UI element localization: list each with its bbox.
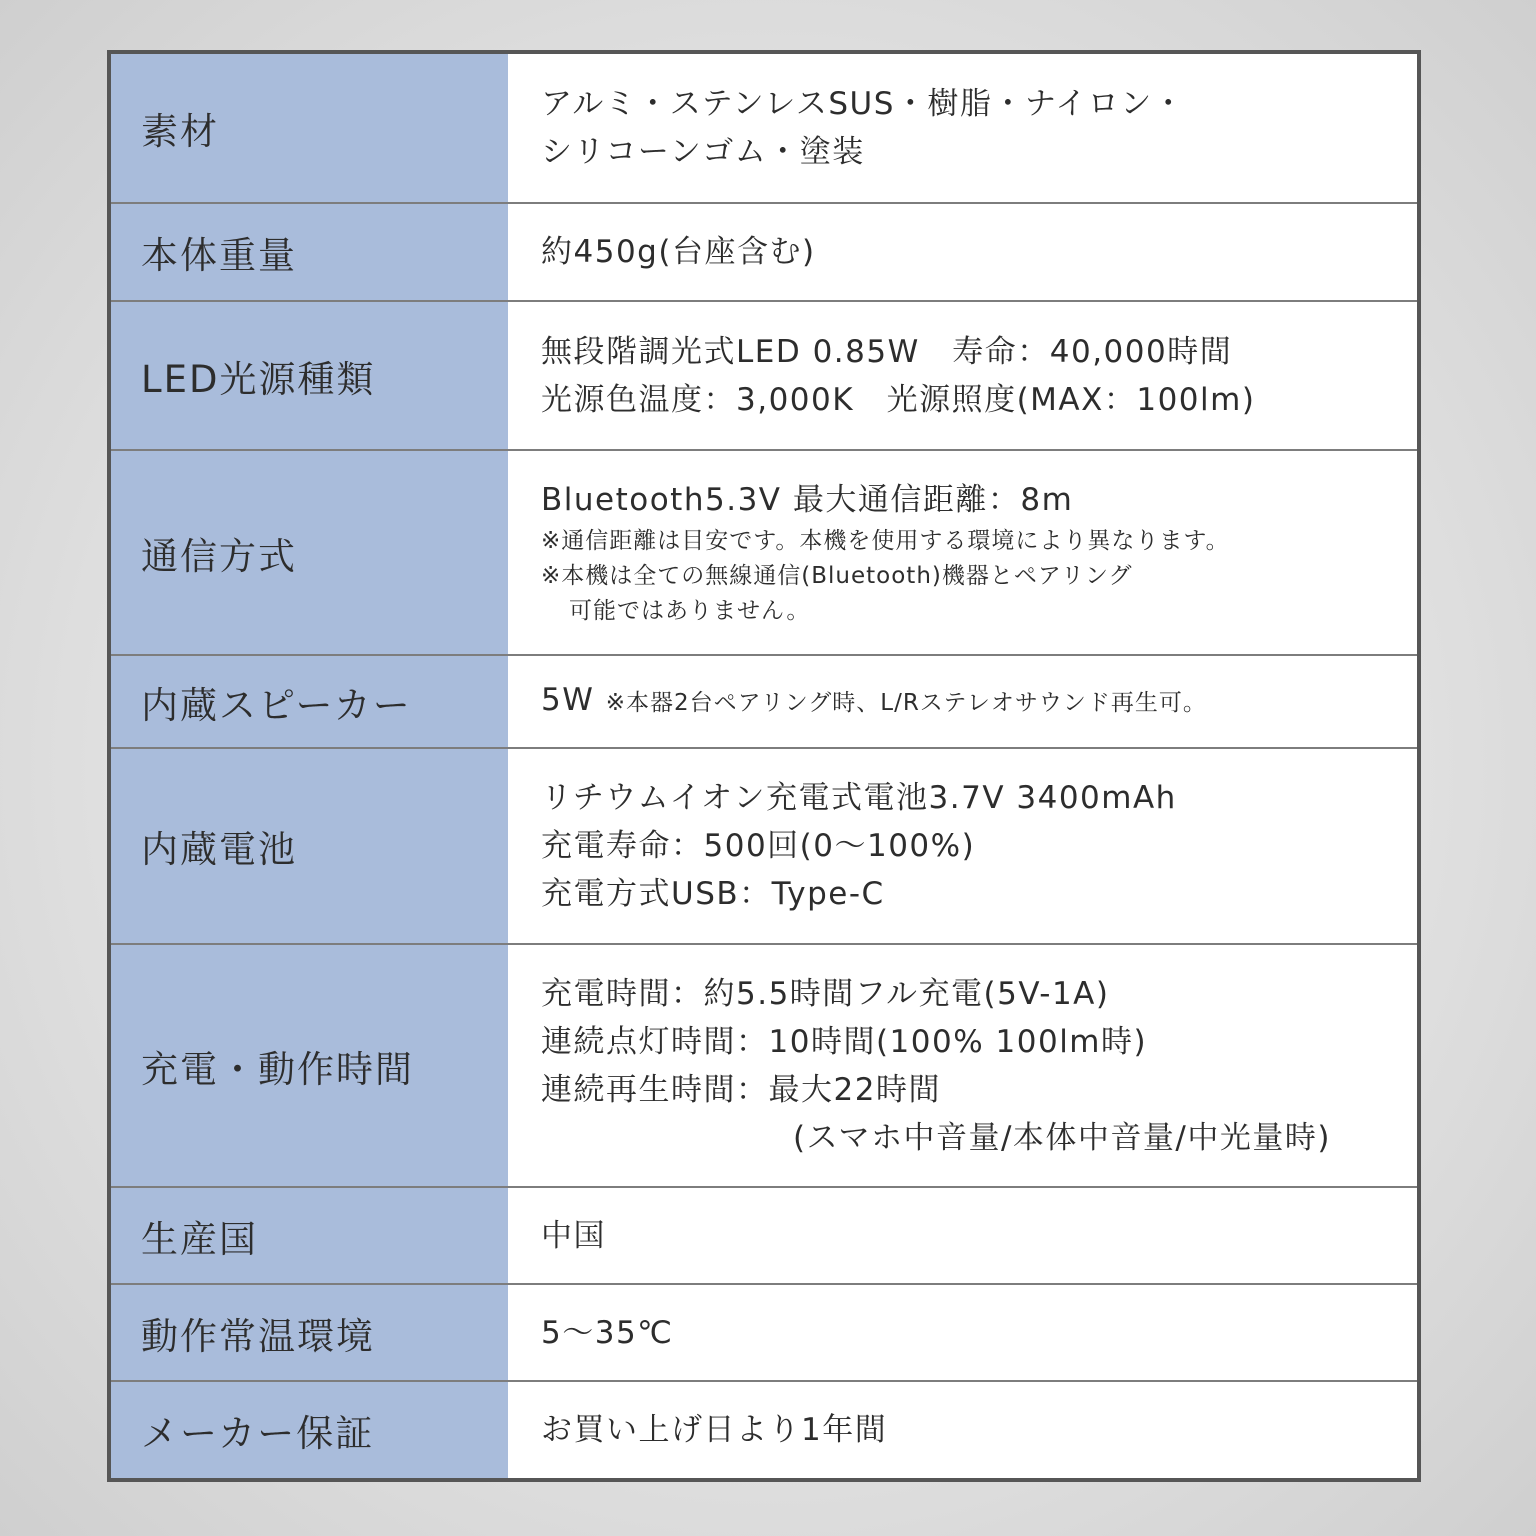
speaker-note: ※本器2台ペアリング時、L/Rステレオサウンド再生可。 xyxy=(605,690,1207,716)
row-value xyxy=(508,1285,1417,1380)
value-line: (スマホ中音量/本体中音量/中光量時) xyxy=(793,1119,1331,1156)
value-line: お買い上げ日より1年間 xyxy=(541,1412,888,1448)
row-label: メーカー保証 xyxy=(111,1382,508,1478)
value-note: ※本機は全ての無線通信(Bluetooth)機器とペアリング xyxy=(541,563,1133,589)
value-line: 無段階調光式LED 0.85W 寿命：40,000時間 xyxy=(541,333,1233,370)
spec-row-weight xyxy=(111,204,1417,302)
value-line: 5～35℃ xyxy=(541,1314,674,1351)
row-label: 内蔵スピーカー xyxy=(111,656,508,747)
spec-row-charge-time xyxy=(111,945,1417,1188)
spec-row-communication xyxy=(111,451,1417,656)
row-label: 内蔵電池 xyxy=(111,749,508,943)
spec-row-country xyxy=(111,1188,1417,1285)
row-label: 本体重量 xyxy=(111,204,508,300)
row-value xyxy=(508,204,1417,300)
value-line: 光源色温度：3,000K 光源照度(MAX：100lm) xyxy=(541,381,1256,418)
value-note: ※通信距離は目安です。本機を使用する環境により異なります。 xyxy=(541,528,1230,554)
row-label: 充電・動作時間 xyxy=(111,945,508,1186)
value-line: リチウムイオン充電式電池3.7V 3400mAh xyxy=(541,780,1177,816)
spec-row-operating-temp xyxy=(111,1285,1417,1382)
value-line: 充電時間：約5.5時間フル充電(5V-1A) xyxy=(541,975,1110,1012)
value-line: Bluetooth5.3V 最大通信距離：8m xyxy=(541,482,1074,518)
row-value xyxy=(508,1188,1417,1283)
row-value xyxy=(508,749,1417,943)
spec-row-material xyxy=(111,54,1417,204)
row-label: LED光源種類 xyxy=(111,302,508,449)
value-line: 充電方式USB：Type-C xyxy=(541,876,885,912)
row-label: 通信方式 xyxy=(111,451,508,654)
spec-row-speaker xyxy=(111,656,1417,749)
value-line: 中国 xyxy=(541,1217,606,1254)
spec-row-warranty xyxy=(111,1382,1417,1478)
row-label: 生産国 xyxy=(111,1188,508,1283)
spec-row-battery xyxy=(111,749,1417,945)
row-value xyxy=(508,302,1417,449)
value-line: アルミ・ステンレスSUS・樹脂・ナイロン・ xyxy=(541,86,1186,122)
row-value xyxy=(508,656,1417,747)
row-value xyxy=(508,945,1417,1186)
value-line: 連続再生時間：最大22時間 xyxy=(541,1071,941,1108)
value-line xyxy=(541,676,1407,727)
row-label: 素材 xyxy=(111,54,508,202)
value-line: 約450g(台座含む) xyxy=(541,234,816,270)
row-label: 動作常温環境 xyxy=(111,1285,508,1380)
value-line: 充電寿命：500回(0～100%) xyxy=(541,828,976,864)
row-value xyxy=(508,451,1417,654)
value-line: シリコーンゴム・塗装 xyxy=(541,134,865,170)
row-value xyxy=(508,1382,1417,1478)
spec-table xyxy=(107,50,1421,1482)
value-note: 可能ではありません。 xyxy=(569,598,811,624)
spec-row-led xyxy=(111,302,1417,451)
speaker-output: 5W xyxy=(541,682,595,718)
row-value xyxy=(508,54,1417,202)
value-line: 連続点灯時間：10時間(100% 100lm時) xyxy=(541,1023,1148,1060)
